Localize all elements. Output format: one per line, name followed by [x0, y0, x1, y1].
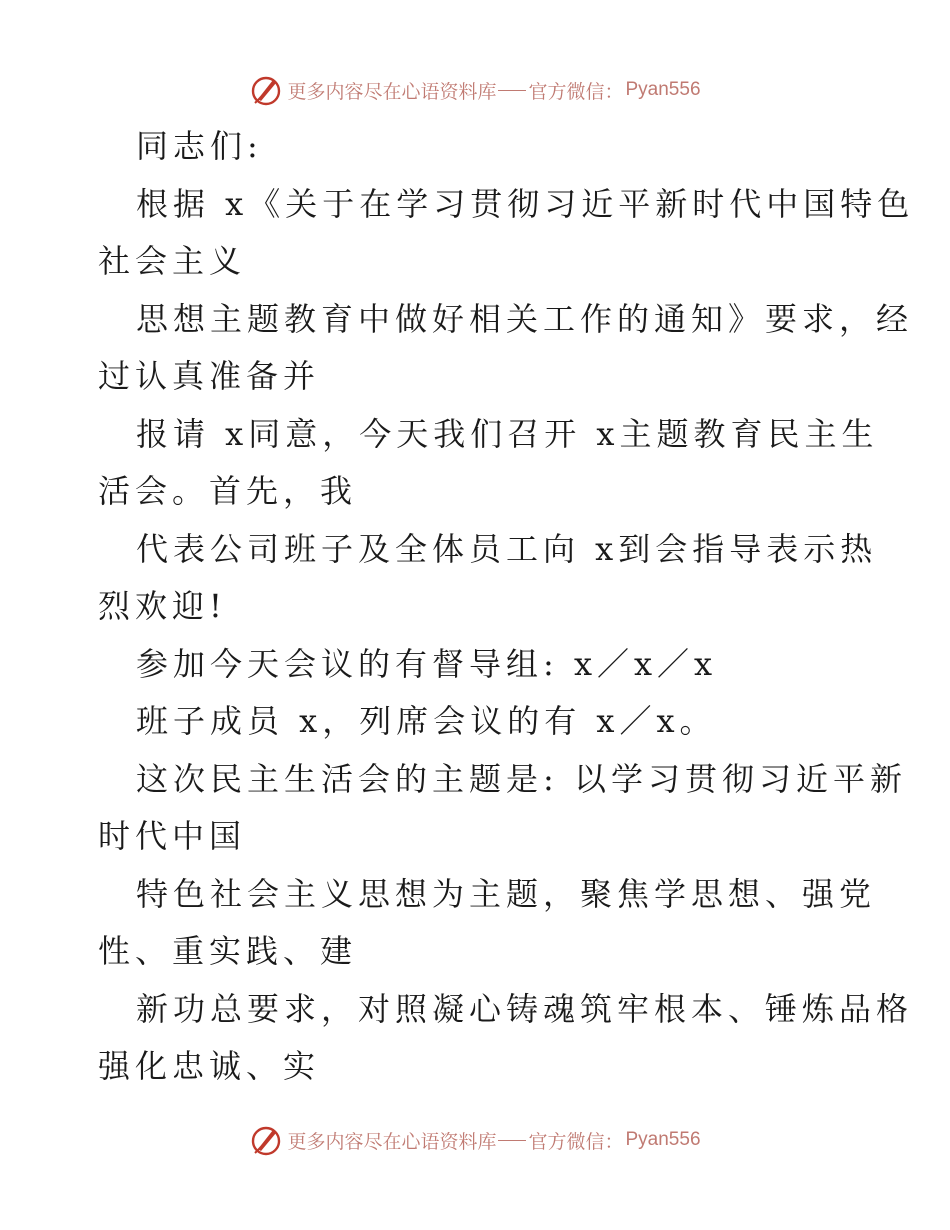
- text-line: 特色社会主义思想为主题，聚焦学思想、强党: [136, 874, 877, 913]
- watermark-wechat-label: 官方微信：: [528, 80, 624, 103]
- text-line: 思想主题教育中做好相关工作的通知》要求，经: [136, 299, 914, 338]
- watermark-header: [0, 70, 950, 110]
- text-line: 报请 x同意，今天我们召开 x主题教育民主生: [136, 414, 879, 453]
- text-line: 根据 x《关于在学习贯彻习近平新时代中国特色: [136, 184, 915, 223]
- watermark-divider: [498, 1140, 526, 1141]
- text-line: 参加今天会议的有督导组: x／x／x: [136, 644, 718, 683]
- text-line: 强化忠诚、实: [98, 1047, 321, 1085]
- text-line: 烈欢迎!: [98, 587, 227, 625]
- watermark-divider: [498, 90, 526, 91]
- watermark-wechat-id: Pyan556: [625, 1129, 701, 1150]
- watermark-site-name: 更多内容尽在心语资料库: [287, 1130, 497, 1153]
- text-line: 同志们:: [136, 127, 263, 165]
- text-line: 性、重实践、建: [98, 932, 358, 970]
- text-line: 代表公司班子及全体员工向 x到会指导表示热: [136, 529, 878, 568]
- document-body: [98, 118, 915, 1096]
- quill-logo-icon: [249, 73, 283, 107]
- watermark-footer: [0, 1120, 950, 1160]
- text-line: 社会主义: [98, 242, 247, 280]
- text-line: 新功总要求，对照凝心铸魂筑牢根本、锤炼品格: [136, 989, 914, 1028]
- watermark-wechat-id: Pyan556: [625, 79, 701, 100]
- text-line: 时代中国: [98, 817, 247, 855]
- quill-logo-icon: [249, 1123, 283, 1157]
- text-line: 活会。首先，我: [98, 472, 358, 510]
- watermark-site-name: 更多内容尽在心语资料库: [287, 80, 497, 103]
- text-line: 这次民主生活会的主题是: 以学习贯彻习近平新: [136, 759, 907, 798]
- text-line: 过认真准备并: [98, 357, 321, 395]
- text-line: 班子成员 x，列席会议的有 x／x。: [136, 702, 717, 740]
- watermark-wechat-label: 官方微信：: [528, 1130, 624, 1153]
